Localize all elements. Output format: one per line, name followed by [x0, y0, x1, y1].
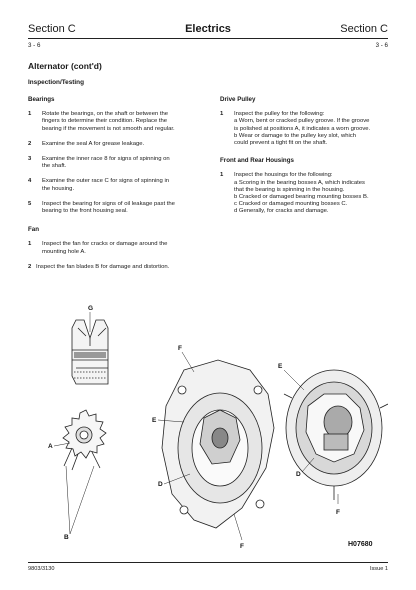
page-number-row — [28, 42, 388, 52]
step-text — [42, 178, 204, 192]
step-line: Examine the outer race C for signs of spinning in — [42, 178, 170, 185]
step-number: 3 — [28, 156, 32, 163]
callout-f-bottom: F — [240, 543, 244, 550]
step-line: the housing. — [42, 185, 75, 192]
step-text — [42, 141, 204, 148]
page-subtitle: Inspection/Testing — [28, 79, 84, 86]
callout-f-rear: F — [336, 509, 340, 516]
header-section-right: Section C — [340, 23, 388, 35]
callout-d-rear: D — [296, 471, 301, 478]
bearings-step-5 — [28, 201, 204, 215]
step-line: Inspect the bearing for signs of oil leakage past the — [42, 200, 175, 207]
callout-e-front: E — [152, 417, 157, 424]
bearings-step-2 — [28, 141, 204, 148]
alternator-illustration — [34, 298, 388, 556]
housings-step-1 — [220, 172, 388, 215]
step-text — [234, 111, 388, 147]
step-number: 1 — [28, 111, 32, 118]
step-line: the shaft. — [42, 163, 67, 170]
step-text — [42, 156, 204, 170]
step-line: Inspect the housings for the following: — [234, 172, 333, 179]
drive-pulley-step-1 — [220, 111, 388, 147]
callout-f-top: F — [178, 345, 182, 352]
left-column — [28, 96, 204, 271]
step-line: Examine the seal A for grease leakage. — [42, 140, 145, 147]
callout-b-leader — [66, 466, 70, 534]
callout-d-front: D — [158, 481, 163, 488]
fan-step-1 — [28, 241, 204, 255]
page-number-right: 3 - 6 — [375, 42, 388, 49]
step-number: 5 — [28, 200, 32, 207]
step-number: 4 — [28, 178, 32, 185]
callout-a: A — [48, 443, 53, 450]
callout-b-leader-2 — [70, 466, 94, 534]
publication-number: 9803/3130 — [28, 566, 55, 572]
callout-g: G — [88, 305, 94, 312]
step-number: 1 — [220, 111, 224, 118]
step-line: bearing to the front housing seal. — [42, 208, 128, 215]
step-number: 1 — [220, 172, 224, 179]
step-line: d Generally, for cracks and damage. — [234, 208, 329, 215]
bearings-heading: Bearings — [28, 96, 55, 103]
step-text — [42, 111, 204, 133]
step-text — [234, 172, 388, 215]
step-line: a Scoring in the bearing bosses A, which indicates — [234, 179, 365, 186]
bearings-step-4 — [28, 178, 204, 192]
step-text — [42, 241, 204, 255]
step-line: fingers to determine their condition. Replace the — [42, 118, 168, 125]
figure-reference: H07680 — [348, 541, 373, 548]
page-header — [28, 22, 388, 36]
step-line: could prevent a tight fit on the shaft. — [234, 140, 328, 147]
right-column — [220, 96, 388, 216]
front-housing-drawing — [162, 360, 274, 528]
callout-f-bottom-leader — [234, 514, 242, 540]
fan-heading: Fan — [28, 226, 40, 234]
header-divider — [28, 38, 388, 39]
step-line: mounting hole A. — [42, 248, 86, 255]
page-number-left: 3 - 6 — [28, 42, 41, 49]
step-line: bearing if the movement is not smooth and regular. — [42, 125, 175, 132]
step-number: 1 — [28, 241, 32, 248]
step-line: Examine the inner race 8 for signs of spinning on — [42, 156, 170, 163]
step-line: b Wear or damage to the pulley key slot, which — [234, 132, 357, 139]
step-line: b Cracked or damaged bearing mounting bosses B. — [234, 194, 369, 201]
housings-heading: Front and Rear Housings — [220, 157, 294, 165]
callout-e-rear-leader — [284, 370, 304, 390]
header-section-left: Section C — [28, 23, 76, 35]
step-text — [42, 201, 204, 215]
drive-pulley-heading: Drive Pulley — [220, 96, 256, 103]
step-line: Rotate the bearings, on the shaft or between the — [42, 111, 169, 118]
bearings-step-1 — [28, 111, 204, 133]
fan-drawing — [63, 410, 106, 470]
bearings-step-3 — [28, 156, 204, 170]
step-number: 2 — [28, 140, 32, 147]
fan-step-2 — [28, 264, 204, 271]
step-line: a Worn, bent or cracked pulley groove. If the groove — [234, 118, 370, 125]
issue-number: Issue 1 — [369, 566, 388, 572]
step-line: is polished at positions A, it indicates a worn groove. — [234, 125, 371, 132]
step-line: that the bearing is spinning in the housing. — [234, 186, 345, 193]
step-number: 2 — [28, 263, 32, 270]
page-title: Alternator (cont'd) — [28, 61, 102, 71]
step-line: Inspect the fan blades B for damage and distortion. — [36, 263, 170, 270]
step-text — [36, 264, 204, 271]
callout-b: B — [64, 534, 69, 541]
footer-divider — [28, 562, 388, 563]
rear-housing-drawing — [284, 370, 388, 500]
step-line: Inspect the pulley for the following: — [234, 111, 325, 118]
header-chapter-title: Electrics — [185, 23, 231, 35]
callout-e-rear: E — [278, 363, 283, 370]
step-line: Inspect the fan for cracks or damage around the — [42, 241, 168, 248]
step-line: c Cracked or damaged mounting bosses C. — [234, 201, 348, 208]
